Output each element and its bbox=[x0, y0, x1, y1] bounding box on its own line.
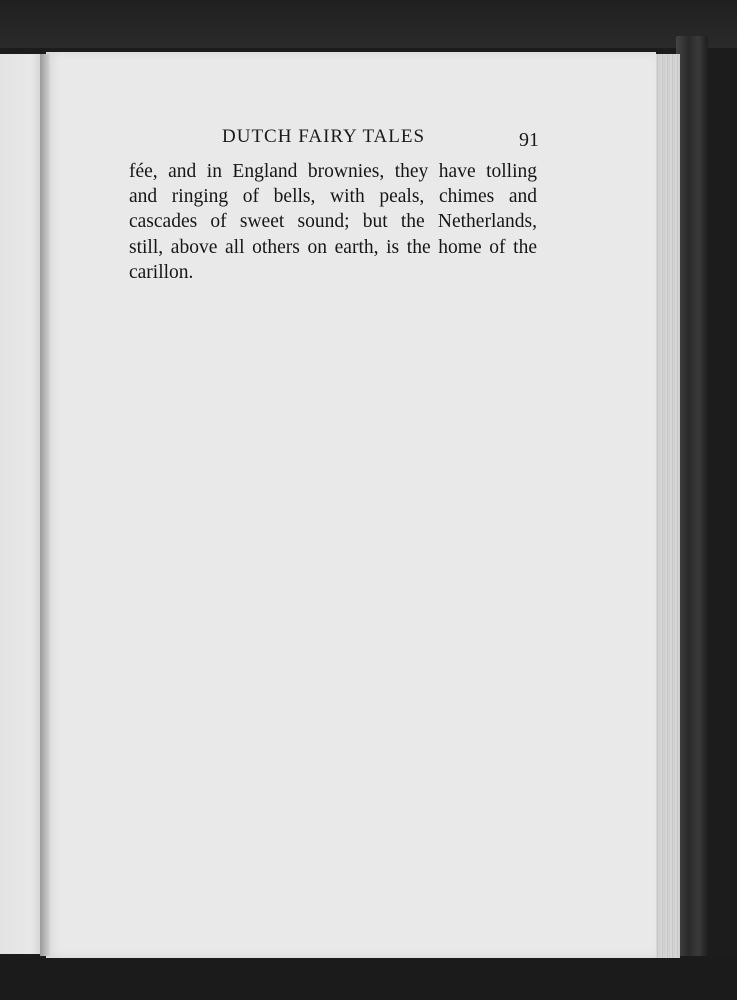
book-cover-spine-edge bbox=[676, 36, 708, 956]
body-line: carillon. bbox=[129, 261, 194, 283]
body-paragraph bbox=[129, 159, 537, 285]
page-number: 91 bbox=[519, 129, 539, 151]
book-cover-bottom bbox=[0, 958, 737, 1000]
gutter-shadow bbox=[40, 54, 50, 956]
left-page bbox=[0, 54, 44, 954]
running-head: DUTCH FAIRY TALES bbox=[222, 126, 426, 147]
book-cover-top bbox=[0, 0, 737, 48]
body-line: fée, and in England brownies, they have tolling bbox=[129, 161, 537, 182]
body-line: cascades of sweet sound; but the Netherlands, bbox=[129, 211, 537, 233]
body-line: still, above all others on earth, is the home of the bbox=[129, 236, 537, 258]
body-line: and ringing of bells, with peals, chimes and bbox=[129, 186, 537, 208]
